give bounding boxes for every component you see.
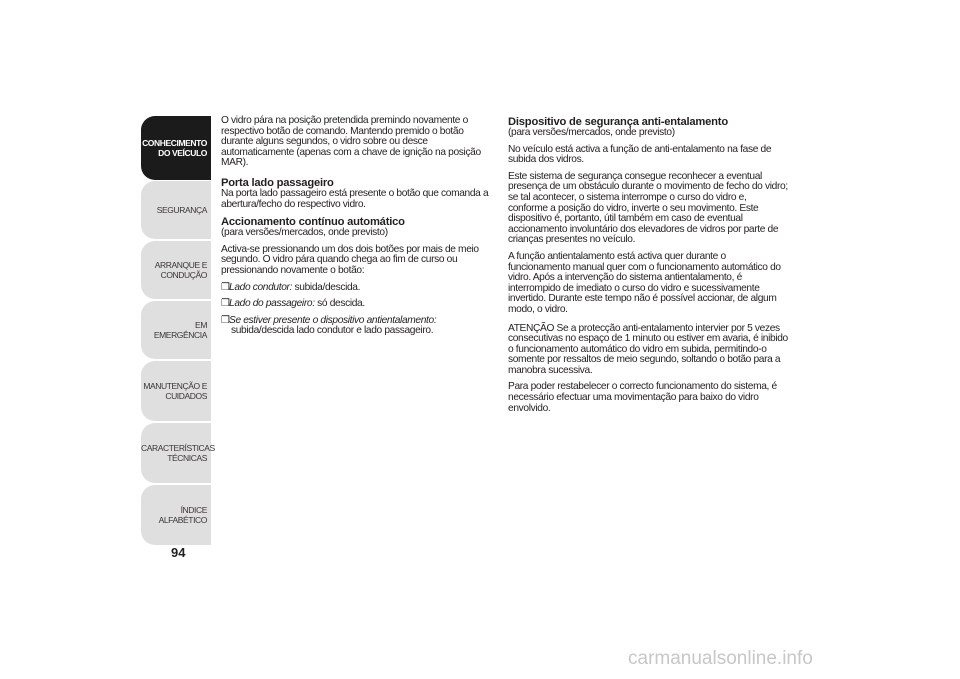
tab-label-line2: DO VEÍCULO: [158, 148, 207, 158]
tab-label-line1: EM EMERGÊNCIA: [153, 320, 207, 340]
tab-label-line1: ARRANQUE E: [154, 260, 207, 270]
warning-paragraph: ATENÇÃO Se a protecção anti-entalamento intervier por 5 vezes consecutivas no espaço de 1 minuto ou estiver em avaria, é inibido o funcionamento automático do vidro em subida, permitindo-o somente por ressaltos de meio segundo, soltando o botão para a manobra sucessiva.: [508, 322, 788, 376]
tab-label-line2: CUIDADOS: [165, 391, 207, 401]
auto-operation-paragraph: Activa-se pressionando um dos dois botões por mais de meio segundo. O vidro pára quando chega ao fim de curso ou pressionando novamente o botão:: [221, 243, 479, 276]
tab-label-line1: ÍNDICE ALFABÉTICO: [158, 505, 207, 525]
bullet-item: [221, 299, 496, 310]
intro-paragraph: O vidro pára na posição pretendida premindo novamente o respectivo botão de comando. Mantendo premido o botão durante alguns segundos, o vidro sobre ou desce automaticamente (apenas com a chave de ignição na posição MAR).: [221, 115, 481, 169]
page-number: 94: [171, 545, 186, 560]
paragraph-1: No veículo está activa a função de anti-entalamento na fase de subida dos vidros.: [508, 143, 772, 166]
heading-accionamento-continuo: Accionamento contínuo automático: [221, 216, 405, 229]
tab-conhecimento-do-veiculo[interactable]: [141, 116, 211, 180]
tab-caracteristicas-tecnicas[interactable]: [141, 423, 215, 483]
bullet-label: Se estiver presente o dispositivo antientalamento:: [229, 314, 437, 326]
tab-em-emergencia[interactable]: [141, 301, 211, 359]
heading-porta-lado-passageiro: Porta lado passageiro: [221, 176, 334, 189]
tab-label-line1: MANUTENÇÃO E: [143, 381, 207, 391]
watermark: carmanualsonline.info: [628, 648, 813, 669]
tab-seguranca[interactable]: [141, 181, 211, 239]
paragraph-2: Este sistema de segurança consegue reconhecer a eventual presença de um obstáculo durante o movimento de fecho do vidro; se tal acontecer, o sistema interrompe o curso do vidro e, conforme a posição do vidro, inverte o seu movimento. Este dispositivo é, portanto, útil também em caso de eventual accionamento involuntário dos elevadores de vidros por parte de crianças presentes no veículo.: [508, 170, 788, 246]
bullet-text: subida/descida.: [292, 281, 361, 293]
bullet-box-icon: ❒: [221, 281, 230, 293]
right-column: [508, 116, 788, 420]
bullet-item: [221, 316, 496, 337]
bullet-box-icon: ❒: [221, 314, 230, 326]
passenger-door-paragraph: Na porta lado passageiro está presente o botão que comanda a abertura/fecho do respectivo vidro.: [221, 187, 489, 210]
tab-label-line1: SEGURANÇA: [156, 205, 207, 215]
bullet-text: subida/descida lado condutor e lado passageiro.: [231, 325, 434, 337]
tab-label-line1: CARACTERÍSTICAS: [141, 443, 215, 453]
heading-subtitle: (para versões/mercados, onde previsto): [221, 227, 388, 239]
left-column: [221, 116, 496, 343]
tab-arranque-e-conducao[interactable]: [141, 241, 211, 299]
bullet-text: só descida.: [314, 298, 365, 310]
heading-subtitle: (para versões/mercados, onde previsto): [508, 127, 675, 138]
tab-label-line1: CONHECIMENTO: [142, 138, 207, 148]
heading-anti-entalamento: Dispositivo de segurança anti-entalamento: [508, 116, 728, 128]
tab-label-line2: CONDUÇÃO: [160, 270, 207, 280]
paragraph-3: A função antientalamento está activa quer durante o funcionamento manual quer com o funcionamento automático do vidro. Após a intervenção do sistema antientalamento, é interrompido de imediato o curso do vidro e sucessivamente invertido. Durante este tempo não é possível accionar, de algum modo, o vidro.: [508, 250, 781, 315]
tab-indice-alfabetico[interactable]: [141, 485, 211, 545]
tab-label-line2: TÉCNICAS: [167, 453, 207, 463]
bullet-item: [221, 283, 496, 294]
paragraph-5: Para poder restabelecer o correcto funcionamento do sistema, é necessário efectuar uma movimentação para baixo do vidro envolvido.: [508, 381, 777, 414]
bullet-box-icon: ❒: [221, 298, 230, 310]
tab-manutencao-e-cuidados[interactable]: [141, 361, 211, 421]
bullet-label: Lado do passageiro:: [229, 298, 315, 310]
bullet-label: Lado condutor:: [229, 281, 293, 293]
